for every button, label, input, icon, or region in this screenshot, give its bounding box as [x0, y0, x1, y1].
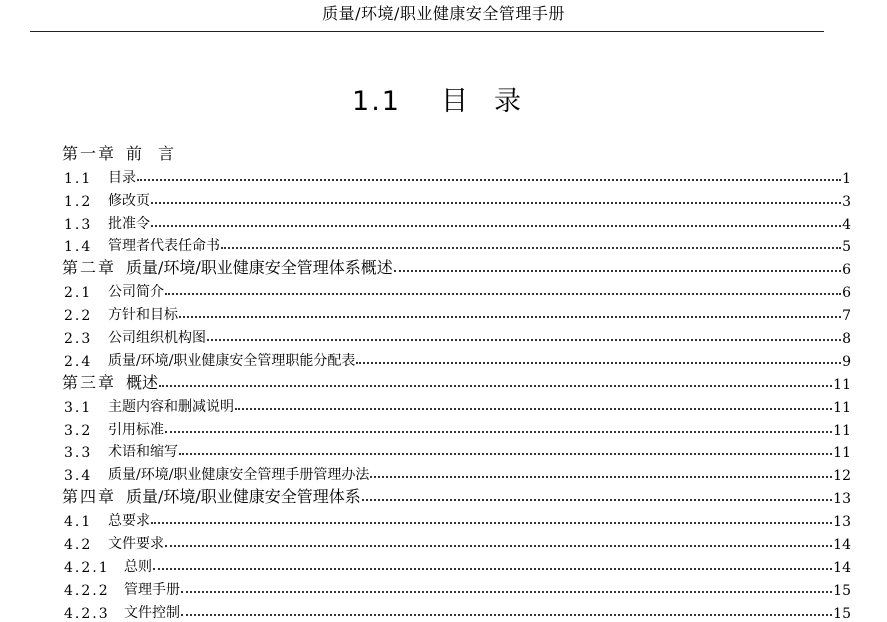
toc-entry-number: 1.1	[64, 170, 93, 187]
toc-entry-title: 质量/环境/职业健康安全管理职能分配表	[108, 352, 356, 369]
toc-chapter-entry[interactable]	[0, 484, 887, 507]
toc-section-entry[interactable]	[0, 439, 887, 462]
toc-entry-title: 文件要求	[108, 536, 164, 553]
toc-page-number: 11	[833, 445, 851, 462]
toc-page-number: 1	[842, 170, 851, 187]
toc-dot-leader	[181, 577, 832, 593]
toc-page-number: 7	[842, 308, 851, 325]
toc-page-number: 11	[833, 376, 851, 393]
toc-entry-title: 主题内容和删减说明	[108, 398, 234, 415]
toc-section-entry[interactable]	[0, 393, 887, 416]
toc-dot-leader	[151, 211, 841, 227]
toc-entry-number: 2.3	[64, 331, 93, 348]
toc-entry-number: 第二章	[62, 258, 117, 278]
page-title	[0, 84, 887, 120]
toc-page-number: 15	[833, 582, 851, 599]
toc-entry-number: 2.1	[64, 285, 93, 302]
table-of-contents	[0, 141, 887, 622]
toc-section-entry[interactable]	[0, 210, 887, 233]
toc-page-number: 11	[833, 422, 851, 439]
toc-page-number: 3	[842, 193, 851, 210]
toc-section-entry[interactable]	[0, 461, 887, 484]
toc-entry-title: 方针和目标	[108, 307, 178, 324]
toc-entry-number: 4.2	[64, 537, 93, 554]
toc-dot-leader	[362, 485, 832, 501]
toc-entry-title: 质量/环境/职业健康安全管理体系	[126, 487, 361, 507]
toc-entry-number: 3.1	[64, 399, 93, 416]
toc-section-entry[interactable]	[0, 324, 887, 347]
toc-section-entry[interactable]	[0, 233, 887, 256]
toc-section-entry[interactable]	[0, 553, 887, 576]
toc-entry-title: 总要求	[108, 513, 150, 530]
toc-page-number: 12	[833, 468, 851, 485]
toc-section-entry[interactable]	[0, 278, 887, 301]
toc-dot-leader	[165, 279, 841, 295]
toc-page-number: 14	[833, 559, 851, 576]
toc-dot-leader	[137, 165, 841, 181]
toc-page-number: 4	[842, 216, 851, 233]
toc-entry-title: 目录	[108, 169, 136, 186]
toc-entry-title: 总则	[124, 558, 152, 575]
running-header: 质量/环境/职业健康安全管理手册	[322, 4, 565, 23]
toc-dot-leader	[370, 462, 832, 478]
toc-entry-number: 第四章	[62, 487, 117, 507]
toc-page-number: 13	[833, 514, 851, 531]
toc-entry-title: 修改页	[108, 192, 150, 209]
toc-page-number: 15	[833, 605, 851, 622]
toc-entry-title: 管理者代表任命书	[108, 238, 220, 255]
toc-entry-title: 公司简介	[108, 284, 164, 301]
toc-dot-leader	[235, 394, 832, 410]
toc-dot-leader	[356, 348, 841, 364]
toc-section-entry[interactable]	[0, 164, 887, 187]
toc-entry-title: 前 言	[126, 143, 175, 163]
toc-dot-leader	[165, 417, 832, 433]
toc-section-entry[interactable]	[0, 347, 887, 370]
toc-entry-number: 1.2	[64, 193, 93, 210]
toc-entry-number: 第三章	[62, 372, 117, 392]
toc-entry-title: 管理手册	[124, 581, 180, 598]
toc-entry-title: 质量/环境/职业健康安全管理手册管理办法	[108, 467, 370, 484]
toc-dot-leader	[181, 600, 832, 616]
title-number: 1.1	[352, 86, 401, 117]
toc-page-number: 9	[842, 353, 851, 370]
toc-dot-leader	[159, 371, 832, 387]
toc-chapter-entry[interactable]	[0, 141, 887, 164]
toc-dot-leader	[179, 302, 841, 318]
toc-entry-title: 公司组织机构图	[108, 330, 206, 347]
toc-entry-number: 4.2.2	[64, 582, 110, 599]
toc-entry-number: 4.2.1	[64, 559, 110, 576]
toc-section-entry[interactable]	[0, 416, 887, 439]
toc-dot-leader	[394, 256, 841, 272]
toc-section-entry[interactable]	[0, 530, 887, 553]
title-char-2: 录	[493, 86, 523, 117]
toc-entry-number: 1.3	[64, 216, 93, 233]
toc-entry-title: 引用标准	[108, 421, 164, 438]
toc-entry-number: 2.4	[64, 353, 93, 370]
toc-section-entry[interactable]	[0, 301, 887, 324]
toc-entry-title: 概述	[126, 372, 159, 392]
toc-page-number: 11	[833, 399, 851, 416]
toc-dot-leader	[151, 508, 832, 524]
toc-entry-title: 文件控制	[124, 604, 180, 621]
toc-entry-number: 3.4	[64, 468, 93, 485]
toc-dot-leader	[151, 188, 841, 204]
toc-page-number: 14	[833, 537, 851, 554]
toc-page-number: 6	[842, 285, 851, 302]
toc-section-entry[interactable]	[0, 576, 887, 599]
toc-entry-title: 术语和缩写	[108, 444, 178, 461]
toc-entry-title: 批准令	[108, 215, 150, 232]
toc-entry-title: 质量/环境/职业健康安全管理体系概述	[126, 258, 393, 278]
toc-dot-leader	[165, 531, 832, 547]
toc-dot-leader	[179, 439, 832, 455]
toc-entry-number: 1.4	[64, 239, 93, 256]
toc-entry-number: 3.3	[64, 445, 93, 462]
header-rule	[30, 31, 824, 32]
toc-section-entry[interactable]	[0, 507, 887, 530]
toc-page-number: 8	[842, 331, 851, 348]
toc-page-number: 6	[842, 262, 851, 279]
toc-entry-number: 4.2.3	[64, 605, 110, 622]
title-char-1: 目	[440, 86, 470, 117]
toc-dot-leader	[221, 233, 841, 249]
toc-page-number: 13	[833, 491, 851, 508]
toc-page-number: 5	[842, 239, 851, 256]
toc-entry-number: 第一章	[62, 143, 117, 163]
toc-section-entry[interactable]	[0, 187, 887, 210]
toc-chapter-entry[interactable]	[0, 370, 887, 393]
toc-entry-number: 4.1	[64, 514, 93, 531]
toc-dot-leader	[207, 325, 841, 341]
toc-dot-leader	[153, 554, 832, 570]
toc-chapter-entry[interactable]	[0, 255, 887, 278]
toc-entry-number: 2.2	[64, 308, 93, 325]
toc-entry-number: 3.2	[64, 422, 93, 439]
toc-section-entry[interactable]	[0, 599, 887, 622]
